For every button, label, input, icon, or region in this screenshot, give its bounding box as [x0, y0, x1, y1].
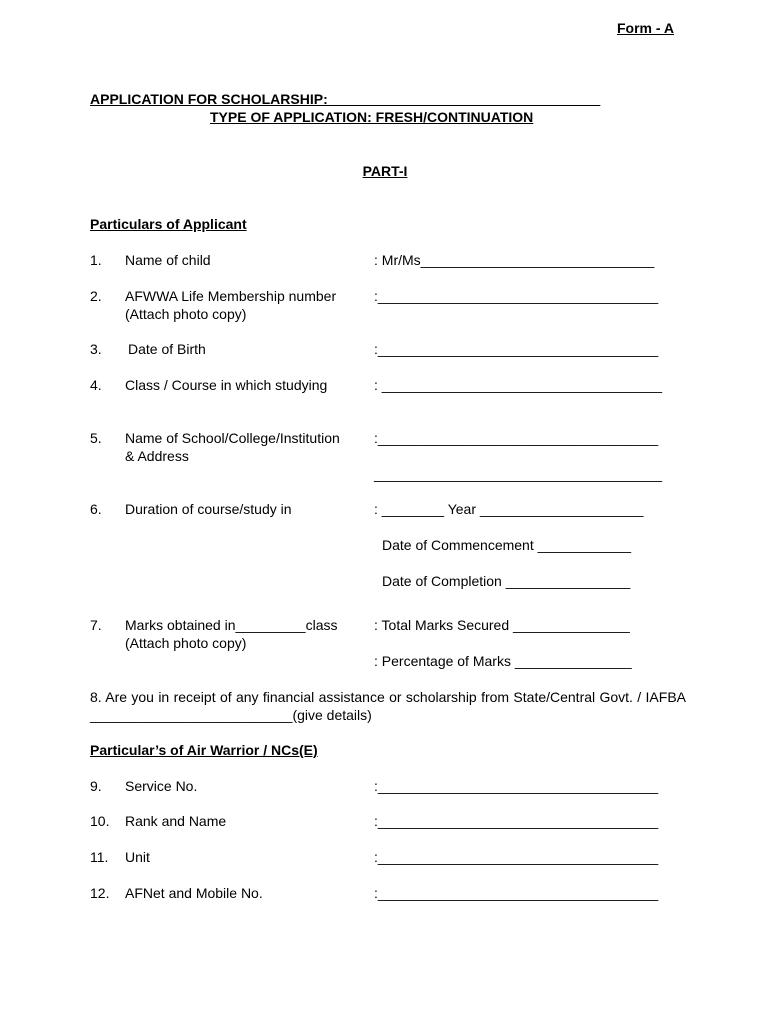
- item-label-service-no: Service No.: [125, 778, 198, 794]
- field-service-no[interactable]: :____________________________________: [374, 778, 659, 794]
- item-sublabel-address: & Address: [125, 448, 189, 464]
- application-type: TYPE OF APPLICATION: FRESH/CONTINUATION: [210, 109, 534, 125]
- item-sublabel-attach-photo: (Attach photo copy): [125, 306, 247, 322]
- item-number: 9.: [90, 778, 102, 794]
- item-number: 12.: [90, 885, 110, 901]
- item-label-class-course: Class / Course in which studying: [125, 377, 328, 393]
- field-percentage[interactable]: : Percentage of Marks _______________: [374, 653, 632, 669]
- field-school-address[interactable]: _____________________________________: [374, 466, 663, 482]
- field-afnet-mobile[interactable]: :____________________________________: [374, 885, 659, 901]
- item-number: 7.: [90, 617, 102, 633]
- item-number: 5.: [90, 430, 102, 446]
- field-date-of-commencement[interactable]: Date of Commencement ____________: [382, 537, 632, 553]
- field-total-marks[interactable]: : Total Marks Secured _______________: [374, 617, 630, 633]
- field-rank-name[interactable]: :____________________________________: [374, 813, 659, 829]
- field-school-name[interactable]: :____________________________________: [374, 430, 659, 446]
- item-number: 3.: [90, 341, 102, 357]
- field-date-of-completion[interactable]: Date of Completion ________________: [382, 573, 631, 589]
- item-label-rank-name: Rank and Name: [125, 813, 227, 829]
- item-number: 10.: [90, 813, 110, 829]
- item-label-afnet-mobile: AFNet and Mobile No.: [125, 885, 263, 901]
- item-label-afwwa-membership: AFWWA Life Membership number: [125, 288, 337, 304]
- item-number: 4.: [90, 377, 102, 393]
- item-number: 2.: [90, 288, 102, 304]
- item-number: 11.: [90, 849, 109, 865]
- item-financial-assistance[interactable]: 8. Are you in receipt of any financial assistance or scholarship from State/Central Govt. / IAFBA __________________________(give details): [90, 689, 686, 723]
- form-label: Form - A: [617, 20, 675, 36]
- field-afwwa-membership[interactable]: :____________________________________: [374, 288, 659, 304]
- field-name-of-child[interactable]: : Mr/Ms______________________________: [374, 252, 655, 268]
- item-label-date-of-birth: Date of Birth: [128, 341, 206, 357]
- item-label-unit: Unit: [125, 849, 150, 865]
- item-label-marks-obtained[interactable]: Marks obtained in_________class: [125, 617, 338, 633]
- item-label-school-name: Name of School/College/Institution: [125, 430, 340, 446]
- field-unit[interactable]: :____________________________________: [374, 849, 659, 865]
- item-label-duration: Duration of course/study in: [125, 501, 292, 517]
- section-heading-air-warrior: Particular’s of Air Warrior / NCs(E): [90, 742, 318, 758]
- field-date-of-birth[interactable]: :____________________________________: [374, 341, 659, 357]
- item-sublabel-attach-photo: (Attach photo copy): [125, 635, 247, 651]
- part-heading: PART-I: [362, 163, 408, 179]
- item-label-name-of-child: Name of child: [125, 252, 211, 268]
- item-number: 6.: [90, 501, 102, 517]
- field-duration-year[interactable]: : ________ Year _____________________: [374, 501, 644, 517]
- field-class-course[interactable]: : ____________________________________: [374, 377, 663, 393]
- item-number: 1.: [90, 252, 102, 268]
- section-heading-applicant: Particulars of Applicant: [90, 216, 247, 232]
- application-title: APPLICATION FOR SCHOLARSHIP:___________________________________: [90, 91, 601, 107]
